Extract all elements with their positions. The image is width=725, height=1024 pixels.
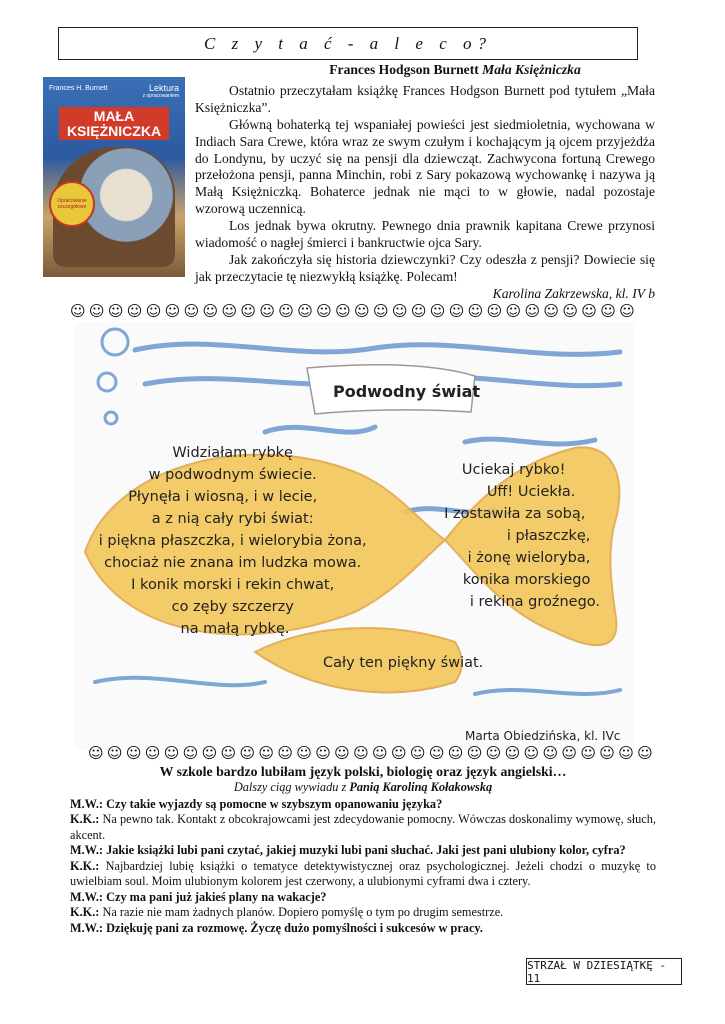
question-text: Czy ma pani już jakieś plany na wakacje?: [103, 889, 327, 904]
book-cover-image: [43, 77, 185, 277]
article-paragraph: Los jednak bywa okrutny. Pewnego dnia prawnik kapitana Crewe przynosi wiadomość o nagłej śmierci i bankructwie ojca Sary.: [195, 218, 655, 251]
interview-answer: [70, 859, 656, 890]
book-cover-series-sub: z opracowaniem: [142, 93, 179, 99]
poem-line: na małą rybkę.: [180, 621, 290, 637]
book-cover-author: Frances H. Burnett: [49, 85, 108, 92]
interview-subheading: [70, 780, 656, 796]
bubbles-icon: [98, 329, 128, 424]
speaker-label: M.W.:: [70, 920, 104, 935]
answer-text: Na pewno tak. Kontakt z obcokrajowcami jest zdecydowanie pomocny. Wówczas doskonalimy wymowę, słuch, akcent.: [70, 812, 656, 842]
fish-drawing-svg: [75, 322, 635, 750]
question-text: Jakie książki lubi pani czytać, jakiej muzyki lubi pani słuchać. Jaki jest pani ulubiony kolor, cyfra?: [103, 843, 626, 857]
speaker-label: K.K.:: [70, 905, 100, 919]
poem-line: i rekina groźnego.: [469, 594, 600, 610]
interview-section: [70, 764, 656, 936]
answer-text: Najbardziej lubię książki o tematyce detektywistycznej oraz psychologicznej. Jeżeli chodzi o muzykę to uwielbiam soul. Moim ulubionym kolorem jest czerwony, a ulubionymi cyframi dwa i cztery.: [70, 858, 656, 888]
poem-bottom-line: Cały ten piękny świat.: [323, 655, 484, 671]
poem-line: Uciekaj rybko!: [461, 462, 566, 478]
book-cover-title-line1: MAŁA: [93, 108, 135, 124]
fish-poem-drawing: [75, 322, 635, 750]
smiley-divider: ☺☺☺☺☺☺☺☺☺☺☺☺☺☺☺☺☺☺☺☺☺☺☺☺☺☺☺☺☺☺: [70, 302, 639, 320]
footer-label: STRZAŁ W DZIESIĄTKĘ - 11: [527, 958, 667, 985]
interview-question: [70, 797, 656, 813]
article-paragraph: Jak zakończyła się historia dziewczynki? Czy odeszła z pensji? Dowiecie się jak przeczytacie tę niezwykłą książkę. Polecam!: [195, 251, 655, 284]
page-footer: [526, 958, 682, 985]
answer-text: Na razie nie mam żadnych planów. Dopiero pomyślę o tym po drugim semestrze.: [99, 905, 504, 919]
interview-question: [70, 890, 656, 906]
book-cover-title-line2: KSIĘŻNICZKA: [66, 122, 162, 139]
poem-line: i płaszczkę,: [506, 528, 591, 544]
interview-sub-name: Panią Karoliną Kołakowską: [349, 780, 493, 794]
interview-heading: W szkole bardzo lubiłam język polski, biologię oraz język angielski…: [159, 764, 567, 779]
book-cover-series: [143, 83, 179, 99]
speaker-label: M.W.:: [70, 843, 104, 857]
poem-line: i żonę wieloryba,: [467, 550, 591, 566]
article-heading: [195, 62, 655, 79]
section-header: [58, 27, 638, 60]
speaker-label: K.K.:: [70, 812, 100, 826]
speaker-label: M.W.:: [70, 796, 104, 811]
poem-line: Widziałam rybkę: [172, 445, 293, 461]
poem-line: w podwodnym świecie.: [148, 467, 317, 483]
article-paragraph: Ostatnio przeczytałam książkę Frances Hodgson Burnett pod tytułem „Mała Księżniczka”.: [195, 82, 655, 115]
speaker-label: M.W.:: [70, 889, 104, 904]
poem-line: Uff! Uciekła.: [486, 484, 576, 500]
interview-question: [70, 843, 656, 859]
poem-line: I zostawiła za sobą,: [444, 506, 586, 522]
interview-answer: [70, 812, 656, 843]
section-title: C z y t a ć - a l e c o?: [204, 33, 492, 53]
poem-line: Płynęła i wiosną, i w lecie,: [128, 489, 318, 505]
poem-line: i piękna płaszczka, i wielorybia żona,: [98, 533, 367, 549]
article-paragraph: Główną bohaterką tej wspaniałej powieści jest siedmioletnia, wychowana w Indiach Sara Crewe, która wraz ze swym czułym i kochającym ją ojcem przyjeżdża do Londynu, by uczyć się na pensji dla dziewcząt. Zachwycona fortuną Crewego przełożona pensji, panna Minchin, robi z Sary pokazową wychowankę i nazywa ją Małą Księżniczką. Bohaterce jednak nie mąci to w głowie, nadal pozostaje wzorową uczennicą.: [195, 116, 655, 217]
article-heading-title: Mała Księżniczka: [482, 62, 581, 77]
poem-line: I konik morski i rekin chwat,: [131, 577, 335, 593]
book-cover-badge: Opracowanie szczegółowe: [49, 181, 95, 227]
interview-answer: [70, 905, 656, 921]
speaker-label: K.K.:: [70, 858, 100, 873]
poem-title: Podwodny świat: [333, 382, 481, 401]
book-cover-title: [59, 107, 169, 140]
article-signature: Karolina Zakrzewska, kl. IV b: [492, 285, 655, 301]
book-review-article: [195, 62, 655, 303]
poem-author: Marta Obiedzińska, kl. IVc: [465, 729, 621, 743]
question-text: Czy takie wyjazdy są pomocne w szybszym opanowaniu języka?: [103, 796, 443, 811]
poem-line: co zęby szczerzy: [171, 599, 294, 615]
poem-line: a z nią cały rybi świat:: [151, 511, 314, 527]
poem-line: chociaż nie znana im ludzka mowa.: [104, 555, 362, 571]
poem-line: konika morskiego: [462, 572, 591, 588]
book-cover-series-label: Lektura: [148, 83, 179, 93]
interview-sub-prefix: Dalszy ciąg wywiadu z: [233, 780, 350, 794]
article-heading-author: Frances Hodgson Burnett: [329, 62, 483, 77]
smiley-divider: ☺☺☺☺☺☺☺☺☺☺☺☺☺☺☺☺☺☺☺☺☺☺☺☺☺☺☺☺☺☺: [88, 744, 657, 762]
interview-question: [70, 921, 656, 937]
question-text: Dziękuję pani za rozmowę. Życzę dużo pomyślności i sukcesów w pracy.: [103, 920, 483, 935]
